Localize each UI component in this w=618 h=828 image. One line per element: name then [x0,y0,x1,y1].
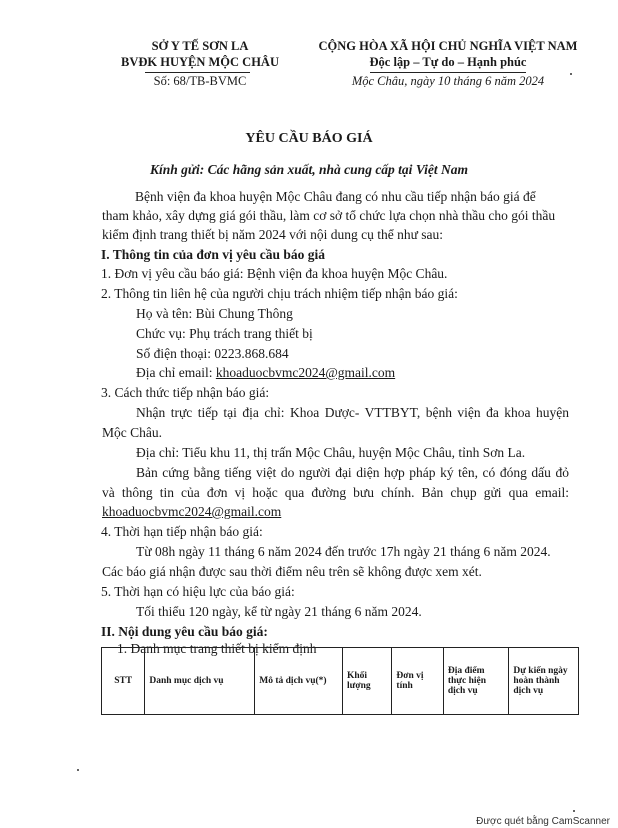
email-link[interactable]: khoaduocbvmc2024@gmail.com [215,365,396,380]
hardcopy-line-2: và thông tin của đơn vị hoặc qua đường bưu chính. Bản chụp gửi qua email: [102,485,569,500]
recipient-line: Kính gửi: Các hãng sản xuất, nhà cung cấp tại Việt Nam [150,162,468,177]
scan-speck [570,73,572,75]
col-service-list: Danh mục dịch vụ [145,648,255,715]
document-number: Số: 68/TB-BVMC [153,74,247,88]
agency-underline [145,72,250,73]
document-title: YÊU CẦU BÁO GIÁ [245,131,373,146]
col-location: Địa điểm thực hiện dịch vụ [443,648,509,715]
table-header-row [102,648,579,715]
col-unit: Đơn vị tính [392,648,443,715]
agency-block [95,38,305,89]
contact-name: Họ và tên: Bùi Chung Thông [136,306,293,321]
national-title: CỘNG HÒA XÃ HỘI CHỦ NGHĨA VIỆT NAM [318,39,578,53]
col-stt: STT [102,648,145,715]
hardcopy-line-1: Bản cứng bằng tiếng việt do người đại diện hợp pháp ký tên, có đóng dấu đỏ [136,465,569,480]
section-1-item-4: 4. Thời hạn tiếp nhận báo giá: [101,524,263,539]
national-block [318,38,578,89]
receipt-address: Địa chỉ: Tiểu khu 11, thị trấn Mộc Châu, huyện Mộc Châu, tỉnh Sơn La. [136,445,526,460]
service-table [101,647,579,715]
col-service-description: Mô tả dịch vụ(*) [255,648,343,715]
deadline-line-1: Từ 08h ngày 11 tháng 6 năm 2024 đến trước 17h ngày 21 tháng 6 năm 2024. [136,544,551,559]
section-1-item-1: 1. Đơn vị yêu cầu báo giá: Bệnh viện đa khoa huyện Mộc Châu. [101,266,448,281]
section-1-item-3: 3. Cách thức tiếp nhận báo giá: [101,385,270,400]
parent-agency: SỞ Y TẾ SƠN LA [151,39,249,53]
section-1-heading: I. Thông tin của đơn vị yêu cầu báo giá [101,247,326,262]
intro-line-1: Bệnh viện đa khoa huyện Mộc Châu đang có nhu cầu tiếp nhận báo giá để [135,189,536,204]
direct-receipt-line-2: Mộc Châu. [102,425,162,440]
intro-line-3: kiểm định trang thiết bị năm 2024 với nội dung cụ thể như sau: [102,227,444,242]
email-line-2 [102,502,281,521]
contact-phone: Số điện thoại: 0223.868.684 [136,346,289,361]
section-1-item-5: 5. Thời hạn có hiệu lực của báo giá: [101,584,295,599]
direct-receipt-line-1: Nhận trực tiếp tại địa chỉ: Khoa Dược- VTTBYT, bệnh viện đa khoa huyện [136,405,569,420]
contact-position: Chức vụ: Phụ trách trang thiết bị [136,326,313,341]
hospital-name: BVĐK HUYỆN MỘC CHÂU [121,55,279,69]
section-1-item-2: 2. Thông tin liên hệ của người chịu trách nhiệm tiếp nhận báo giá: [101,286,458,301]
email-label: Địa chỉ email: [136,365,216,380]
scan-speck [573,810,575,812]
col-quantity: Khối lượng [343,648,392,715]
scanner-watermark: Được quét bằng CamScanner [476,816,610,827]
national-motto: Độc lập – Tự do – Hạnh phúc [369,55,527,69]
intro-line-2: tham khảo, xây dựng giá gói thầu, làm cơ sở tổ chức lựa chọn nhà thầu cho gói thầu [102,208,556,223]
col-expected-date: Dự kiến ngày hoàn thành dịch vụ [509,648,579,715]
deadline-line-2: Các báo giá nhận được sau thời điểm nêu trên sẽ không được xem xét. [102,564,482,579]
section-2-sub-1: 1. Danh mục trang thiết bị kiểm định [117,641,317,656]
motto-underline [370,72,526,73]
email-link-2[interactable]: khoaduocbvmc2024@gmail.com [102,504,282,519]
validity-line: Tối thiểu 120 ngày, kể từ ngày 21 tháng 6 năm 2024. [136,604,422,619]
section-2-heading: II. Nội dung yêu cầu báo giá: [101,624,268,639]
scan-speck [77,769,79,771]
contact-email-line [136,363,395,382]
place-date: Mộc Châu, ngày 10 tháng 6 năm 2024 [351,74,545,88]
